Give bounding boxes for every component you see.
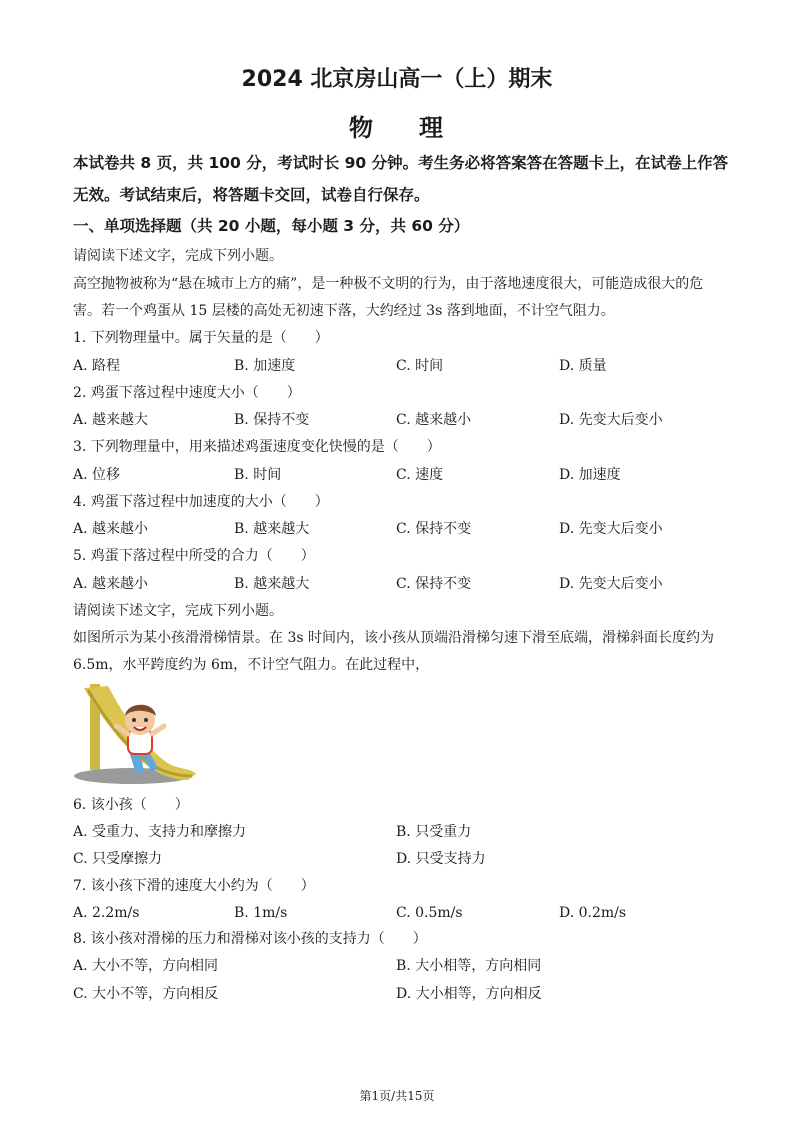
question-3-option-c[interactable]: C. 速度 — [396, 467, 444, 483]
question-8-option-c[interactable]: C. 大小不等，方向相反 — [73, 986, 219, 1002]
question-8-option-d[interactable]: D. 大小相等，方向相反 — [396, 986, 542, 1002]
question-4-option-c[interactable]: C. 保持不变 — [396, 521, 472, 537]
question-3-option-d[interactable]: D. 加速度 — [559, 467, 621, 483]
question-4-option-a[interactable]: A. 越来越小 — [73, 521, 149, 537]
section-heading: 一、单项选择题（共 20 小题，每小题 3 分，共 60 分） — [73, 217, 470, 235]
question-8-option-b[interactable]: B. 大小相等，方向相同 — [396, 958, 542, 974]
question-5-option-c[interactable]: C. 保持不变 — [396, 576, 472, 592]
question-2-option-d[interactable]: D. 先变大后变小 — [559, 412, 663, 428]
page-number: 第1页/共15页 — [359, 1089, 435, 1103]
question-6-option-b[interactable]: B. 只受重力 — [396, 824, 472, 840]
question-6-option-d[interactable]: D. 只受支持力 — [396, 851, 486, 867]
question-3-stem: 3. 下列物理量中，用来描述鸡蛋速度变化快慢的是（ ） — [73, 439, 441, 455]
question-2-option-a[interactable]: A. 越来越大 — [73, 412, 149, 428]
question-4-option-b[interactable]: B. 越来越大 — [234, 521, 310, 537]
question-2-option-b[interactable]: B. 保持不变 — [234, 412, 310, 428]
question-7-option-c[interactable]: C. 0.5m/s — [396, 905, 463, 921]
question-7-option-d[interactable]: D. 0.2m/s — [559, 905, 627, 921]
question-7-stem: 7. 该小孩下滑的速度大小约为（ ） — [73, 878, 315, 894]
question-6-option-a[interactable]: A. 受重力、支持力和摩擦力 — [73, 824, 247, 840]
question-1-option-d[interactable]: D. 质量 — [559, 358, 607, 374]
question-2-option-c[interactable]: C. 越来越小 — [396, 412, 472, 428]
question-7-option-b[interactable]: B. 1m/s — [234, 905, 288, 921]
reading-intro-1: 请阅读下述文字，完成下列小题。 — [73, 248, 283, 264]
instructions-line-2: 无效。考试结束后，将答题卡交回，试卷自行保存。 — [73, 186, 430, 204]
question-1-stem: 1. 下列物理量中。属于矢量的是（ ） — [73, 330, 329, 346]
question-5-stem: 5. 鸡蛋下落过程中所受的合力（ ） — [73, 548, 315, 564]
subject-char-1: 物 — [349, 114, 375, 142]
question-2-stem: 2. 鸡蛋下落过程中速度大小（ ） — [73, 385, 301, 401]
question-1-option-c[interactable]: C. 时间 — [396, 358, 444, 374]
question-6-stem: 6. 该小孩（ ） — [73, 797, 189, 813]
question-5-option-b[interactable]: B. 越来越大 — [234, 576, 310, 592]
question-6-option-c[interactable]: C. 只受摩擦力 — [73, 851, 163, 867]
instructions-line-1: 本试卷共 8 页，共 100 分，考试时长 90 分钟。考生务必将答案答在答题卡上，在试卷上作答 — [73, 154, 729, 172]
question-8-option-a[interactable]: A. 大小不等，方向相同 — [73, 958, 219, 974]
question-3-option-b[interactable]: B. 时间 — [234, 467, 282, 483]
question-3-option-a[interactable]: A. 位移 — [73, 467, 121, 483]
reading-intro-2: 请阅读下述文字，完成下列小题。 — [73, 603, 283, 619]
question-4-option-d[interactable]: D. 先变大后变小 — [559, 521, 663, 537]
passage-1-line-1: 高空抛物被称为“悬在城市上方的痛”，是一种极不文明的行为，由于落地速度很大，可能造成很大的危 — [73, 276, 704, 292]
child-eye-right — [144, 718, 148, 722]
exam-title: 2024 北京房山高一（上）期末 — [241, 67, 553, 92]
passage-2-line-2: 6.5m，水平跨度约为 6m，不计空气阻力。在此过程中， — [73, 657, 430, 673]
passage-2-line-1: 如图所示为某小孩滑滑梯情景。在 3s 时间内，该小孩从顶端沿滑梯匀速下滑至底端，滑梯斜面长度约为 — [73, 630, 714, 646]
subject-title — [0, 108, 794, 143]
question-1-option-b[interactable]: B. 加速度 — [234, 358, 296, 374]
question-1-option-a[interactable]: A. 路程 — [73, 358, 121, 374]
child-on-slide-illustration — [70, 682, 202, 788]
passage-1-line-2: 害。若一个鸡蛋从 15 层楼的高处无初速下落，大约经过 3s 落到地面，不计空气阻力。 — [73, 303, 615, 319]
subject-char-2: 理 — [419, 114, 445, 142]
child-eye-left — [132, 718, 136, 722]
question-4-stem: 4. 鸡蛋下落过程中加速度的大小（ ） — [73, 494, 329, 510]
question-5-option-a[interactable]: A. 越来越小 — [73, 576, 149, 592]
question-8-stem: 8. 该小孩对滑梯的压力和滑梯对该小孩的支持力（ ） — [73, 931, 427, 947]
child-smile — [134, 727, 146, 730]
question-5-option-d[interactable]: D. 先变大后变小 — [559, 576, 663, 592]
question-7-option-a[interactable]: A. 2.2m/s — [73, 905, 140, 921]
child-arm-right — [152, 726, 164, 734]
